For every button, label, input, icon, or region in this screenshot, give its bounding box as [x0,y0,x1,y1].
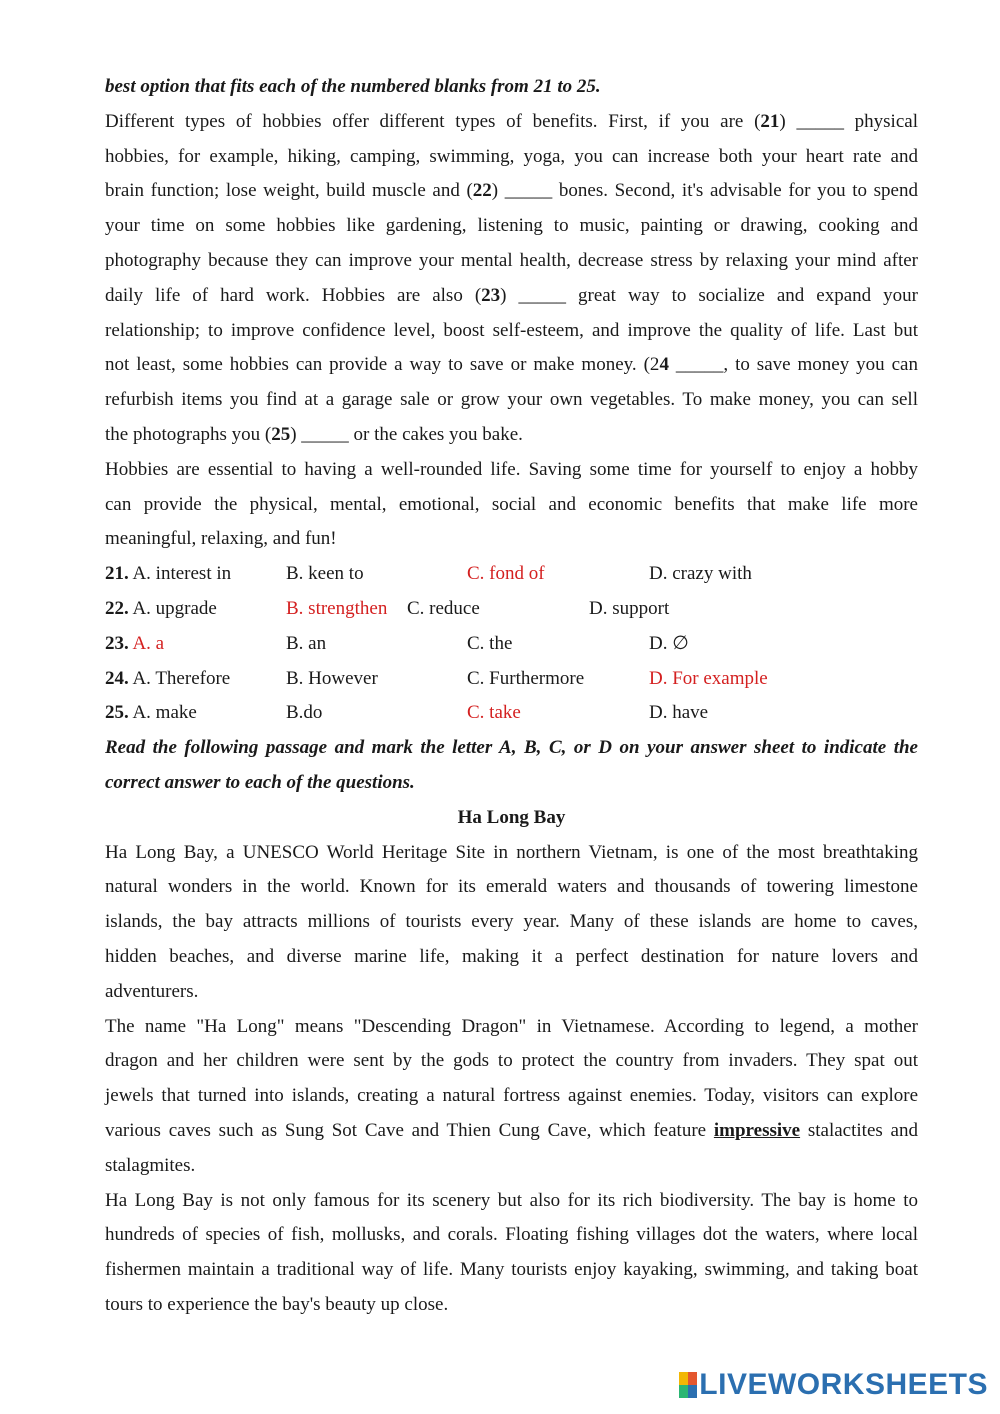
instruction-reading: Read the following passage and mark the letter A, B, C, or D on your answer sheet to indicate the [105,737,918,759]
instruction-top: best option that fits each of the numbered blanks from 21 to 25. [105,76,601,97]
question-number: 23. [105,632,129,654]
question-22 [105,592,918,627]
passage-line: hidden beaches, and diverse marine life, making it a perfect destination for nature lovers and [105,945,918,967]
question-24 [105,662,918,697]
passage-line: hobbies, for example, hiking, camping, swimming, yoga, you can increase both your heart rate and [105,145,918,167]
passage-title: Ha Long Bay [457,806,566,828]
question-23 [105,627,918,662]
option-c[interactable]: C. the [467,632,513,654]
option-b[interactable]: B.do [286,702,323,724]
liveworksheets-logo[interactable] [679,1368,988,1402]
logo-text: LIVEWORKSHEETS [699,1368,988,1401]
passage-line: daily life of hard work. Hobbies are also (23) _____ great way to socialize and expand your [105,284,918,306]
question-number: 21. [105,563,129,585]
passage-line: brain function; lose weight, build muscle and (22) _____ bones. Second, it's advisable for you to spend [105,180,918,202]
option-b[interactable]: B. an [286,632,327,654]
option-b[interactable]: B. However [286,667,378,689]
passage-line: refurbish items you find at a garage sale or grow your own vegetables. To make money, you can sell [105,389,918,411]
passage-line: dragon and her children were sent by the gods to protect the country from invaders. They spat out [105,1050,918,1072]
liveworksheets-logo-icon [679,1372,697,1398]
passage-line: various caves such as Sung Sot Cave and Thien Cung Cave, which feature impressive stalactites and [105,1119,918,1141]
passage-line: tours to experience the bay's beauty up close. [105,1293,449,1315]
option-b-correct[interactable]: B. strengthen [286,597,388,619]
question-21 [105,557,918,592]
passage-line: photography because they can improve your mental health, decrease stress by relaxing your mind after [105,249,918,271]
option-d[interactable]: D. have [649,702,709,724]
option-d-correct[interactable]: D. For example [649,667,768,689]
passage-line: Ha Long Bay, a UNESCO World Heritage Site in northern Vietnam, is one of the most breathtaking [105,841,918,863]
option-d[interactable]: D. support [589,597,670,619]
option-a[interactable]: A. interest in [132,563,232,585]
worksheet-page [105,70,918,1323]
option-c[interactable]: C. reduce [407,597,480,619]
question-number: 24. [105,667,129,689]
passage-line: can provide the physical, mental, emotional, social and economic benefits that make life more [105,493,918,515]
passage-line: hundreds of species of fish, mollusks, and corals. Floating fishing villages dot the waters, where local [105,1224,918,1246]
question-number: 22. [105,597,129,619]
passage-line: Different types of hobbies offer different types of benefits. First, if you are (21) _____ physical [105,110,918,132]
option-a[interactable]: A. upgrade [132,597,217,619]
ha-long-passage [105,836,918,1323]
hobbies-passage [105,105,918,557]
option-b[interactable]: B. keen to [286,563,364,585]
passage-line: adventurers. [105,980,199,1002]
option-a-correct[interactable]: A. a [132,632,165,654]
passage-line: islands, the bay attracts millions of tourists every year. Many of these islands are home to caves, [105,911,918,933]
passage-line: natural wonders in the world. Known for its emerald waters and thousands of towering limestone [105,876,918,898]
option-c[interactable]: C. Furthermore [467,667,585,689]
instruction-reading: correct answer to each of the questions. [105,771,415,793]
option-c-correct[interactable]: C. fond of [467,563,545,585]
question-list [105,557,918,731]
passage-line: not least, some hobbies can provide a way to save or make money. (24 _____, to save money you can [105,354,918,376]
passage-line: the photographs you (25) _____ or the cakes you bake. [105,423,523,445]
option-d[interactable]: D. crazy with [649,563,752,585]
passage-line: jewels that turned into islands, creating a natural fortress against enemies. Today, visitors can explore [105,1085,918,1107]
passage-line: The name "Ha Long" means "Descending Dragon" in Vietnamese. According to legend, a mother [105,1015,918,1037]
passage-line: stalagmites. [105,1154,196,1176]
passage-line: Hobbies are essential to having a well-rounded life. Saving some time for yourself to enjoy a hobby [105,458,918,480]
passage-line: fishermen maintain a traditional way of life. Many tourists enjoy kayaking, swimming, and taking boat [105,1259,918,1281]
option-a[interactable]: A. make [132,702,197,724]
passage-line: meaningful, relaxing, and fun! [105,528,337,550]
passage-line: relationship; to improve confidence level, boost self-esteem, and improve the quality of life. Last but [105,319,918,341]
question-25 [105,696,918,731]
highlighted-word: impressive [713,1119,801,1141]
option-a[interactable]: A. Therefore [132,667,231,689]
passage-line: your time on some hobbies like gardening, listening to music, painting or drawing, cooking and [105,215,918,237]
option-d[interactable]: D. ∅ [649,632,689,654]
option-c-correct[interactable]: C. take [467,702,521,724]
question-number: 25. [105,702,129,724]
passage-line: Ha Long Bay is not only famous for its scenery but also for its rich biodiversity. The bay is home to [105,1189,918,1211]
